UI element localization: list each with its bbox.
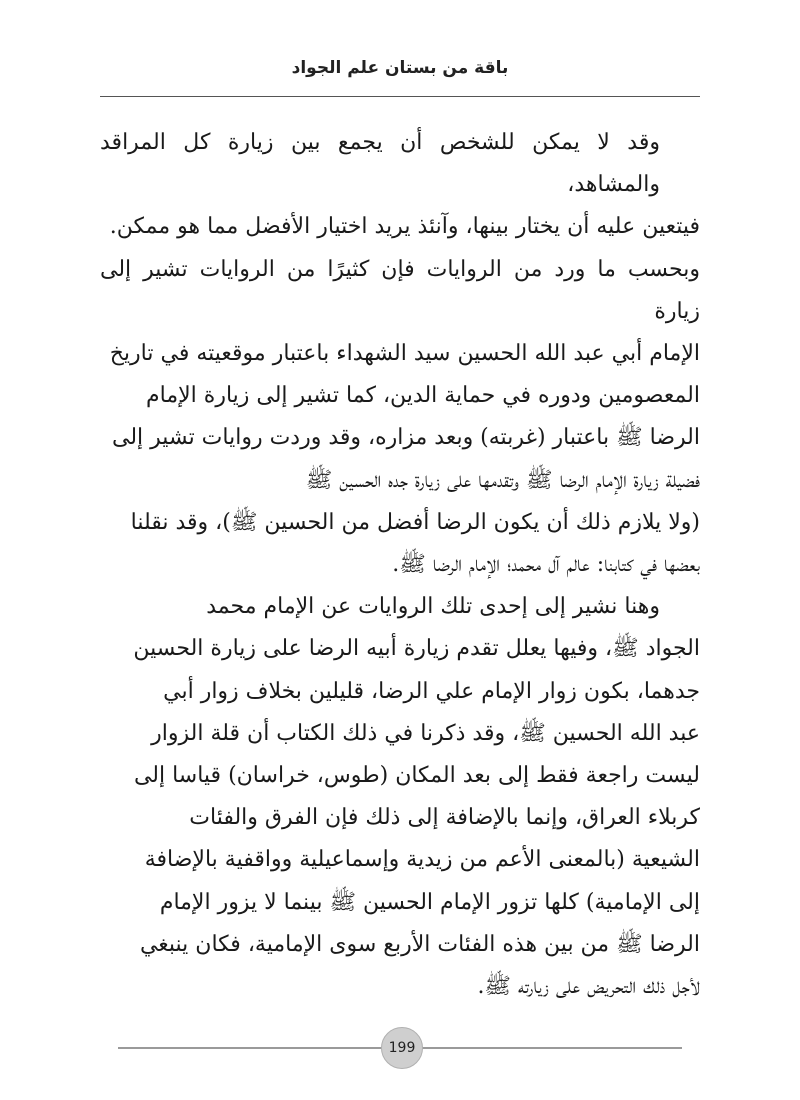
text-line: فضيلة زيارة الإمام الرضا ﷺ وتقدمها على زيارة جده الحسين ﷺ (305, 467, 700, 493)
text-line: الشيعية (بالمعنى الأعم من زيدية وإسماعيلية وواقفية بالإضافة (144, 847, 700, 873)
text-line: بعضها في كتابنا: عالم آل محمد؛ الإمام الرضا ﷺ. (392, 552, 700, 578)
main-text (100, 122, 700, 1008)
text-line: وهنا نشير إلى إحدى تلك الروايات عن الإمام محمد (206, 594, 660, 620)
text-line: وقد لا يمكن للشخص أن يجمع بين زيارة كل المراقد والمشاهد، (100, 130, 660, 198)
running-header: باقة من بستان علم الجواد (291, 58, 509, 78)
text-line: ليست راجعة فقط إلى بعد المكان (طوس، خراسان) قياسا إلى (133, 763, 700, 789)
text-line: وبحسب ما ورد من الروايات فإن كثيرًا من الروايات تشير إلى زيارة (100, 256, 700, 324)
text-line: الإمام أبي عبد الله الحسين سيد الشهداء باعتبار موقعيته في تاريخ (109, 341, 700, 367)
text-line: الرضا ﷺ باعتبار (غربته) وبعد مزاره، وقد وردت روايات تشير إلى (112, 425, 700, 451)
page-number-badge: 199 (381, 1027, 423, 1069)
text-line: الرضا ﷺ من بين هذه الفئات الأربع سوى الإمامية، فكان ينبغي (139, 931, 700, 957)
text-line: عبد الله الحسين ﷺ، وقد ذكرنا في ذلك الكتاب أن قلة الزوار (151, 720, 700, 746)
text-line: لأجل ذلك التحريض على زيارته ﷺ. (477, 974, 700, 1000)
text-line: جدهما، بكون زوار الإمام علي الرضا، قليلين بخلاف زوار أبي (163, 678, 700, 704)
paragraph-1 (100, 122, 700, 586)
text-line: إلى الإمامية) كلها تزور الإمام الحسين ﷺ بينما لا يزور الإمام (159, 889, 700, 915)
text-line: المعصومين ودوره في حماية الدين، كما تشير إلى زيارة الإمام (146, 383, 700, 409)
paragraph-2 (100, 586, 700, 1008)
header-divider (100, 96, 700, 97)
text-line: فيتعين عليه أن يختار بينها، وآنئذ يريد اختيار الأفضل مما هو ممكن. (109, 214, 700, 240)
text-line: الجواد ﷺ، وفيها يعلل تقدم زيارة أبيه الرضا على زيارة الحسين (133, 636, 700, 662)
text-line: (ولا يلازم ذلك أن يكون الرضا أفضل من الحسين ﷺ)، وقد نقلنا (130, 509, 700, 535)
text-line: كربلاء العراق، وإنما بالإضافة إلى ذلك فإن الفرق والفئات (189, 805, 700, 831)
